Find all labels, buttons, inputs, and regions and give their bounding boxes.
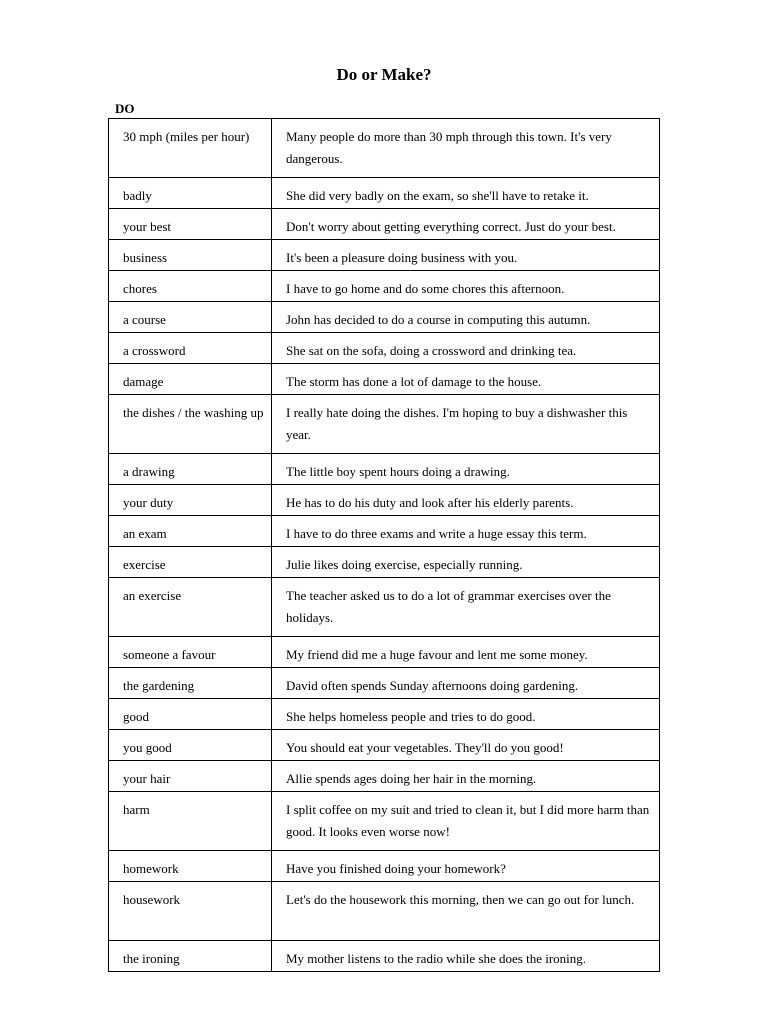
- example-cell: She sat on the sofa, doing a crossword and drinking tea.: [272, 333, 660, 364]
- example-cell: Allie spends ages doing her hair in the morning.: [272, 761, 660, 792]
- table-row: [109, 637, 660, 668]
- table-row: [109, 119, 660, 178]
- example-cell: Don't worry about getting everything correct. Just do your best.: [272, 209, 660, 240]
- phrase-cell: housework: [109, 882, 272, 941]
- page-title: Do or Make?: [336, 65, 432, 84]
- phrase-cell: 30 mph (miles per hour): [109, 119, 272, 178]
- example-cell: Julie likes doing exercise, especially running.: [272, 547, 660, 578]
- phrase-cell: the dishes / the washing up: [109, 395, 272, 454]
- table-row: [109, 454, 660, 485]
- phrase-cell: homework: [109, 851, 272, 882]
- phrase-cell: someone a favour: [109, 637, 272, 668]
- example-cell: I really hate doing the dishes. I'm hoping to buy a dishwasher this year.: [272, 395, 660, 454]
- phrase-cell: your hair: [109, 761, 272, 792]
- table-row: [109, 851, 660, 882]
- example-cell: I split coffee on my suit and tried to clean it, but I did more harm than good. It looks even worse now!: [272, 792, 660, 851]
- table-row: [109, 485, 660, 516]
- table-row: [109, 882, 660, 941]
- phrase-cell: exercise: [109, 547, 272, 578]
- phrase-cell: damage: [109, 364, 272, 395]
- phrase-cell: your duty: [109, 485, 272, 516]
- table-row: [109, 333, 660, 364]
- example-cell: David often spends Sunday afternoons doing gardening.: [272, 668, 660, 699]
- example-cell: You should eat your vegetables. They'll do you good!: [272, 730, 660, 761]
- example-cell: Have you finished doing your homework?: [272, 851, 660, 882]
- table-row: [109, 761, 660, 792]
- table-row: [109, 364, 660, 395]
- phrase-cell: you good: [109, 730, 272, 761]
- example-cell: Many people do more than 30 mph through this town. It's very dangerous.: [272, 119, 660, 178]
- table-row: [109, 271, 660, 302]
- table-row: [109, 792, 660, 851]
- table-row: [109, 699, 660, 730]
- phrase-cell: badly: [109, 178, 272, 209]
- phrase-cell: chores: [109, 271, 272, 302]
- example-cell: She did very badly on the exam, so she'll have to retake it.: [272, 178, 660, 209]
- table-row: [109, 178, 660, 209]
- table-row: [109, 240, 660, 271]
- table-row: [109, 668, 660, 699]
- table-row: [109, 730, 660, 761]
- example-cell: She helps homeless people and tries to do good.: [272, 699, 660, 730]
- example-cell: I have to go home and do some chores this afternoon.: [272, 271, 660, 302]
- vocabulary-table: [108, 118, 660, 972]
- phrase-cell: your best: [109, 209, 272, 240]
- example-cell: It's been a pleasure doing business with you.: [272, 240, 660, 271]
- phrase-cell: business: [109, 240, 272, 271]
- table-row: [109, 941, 660, 972]
- example-cell: Let's do the housework this morning, then we can go out for lunch.: [272, 882, 660, 941]
- example-cell: I have to do three exams and write a huge essay this term.: [272, 516, 660, 547]
- table-row: [109, 578, 660, 637]
- table-row: [109, 516, 660, 547]
- phrase-cell: an exercise: [109, 578, 272, 637]
- phrase-cell: harm: [109, 792, 272, 851]
- example-cell: The storm has done a lot of damage to the house.: [272, 364, 660, 395]
- table-row: [109, 209, 660, 240]
- section-label-do: DO: [115, 101, 135, 116]
- example-cell: The little boy spent hours doing a drawing.: [272, 454, 660, 485]
- example-cell: He has to do his duty and look after his elderly parents.: [272, 485, 660, 516]
- phrase-cell: a course: [109, 302, 272, 333]
- example-cell: My mother listens to the radio while she does the ironing.: [272, 941, 660, 972]
- example-cell: John has decided to do a course in computing this autumn.: [272, 302, 660, 333]
- phrase-cell: a drawing: [109, 454, 272, 485]
- table-row: [109, 395, 660, 454]
- table-row: [109, 302, 660, 333]
- phrase-cell: an exam: [109, 516, 272, 547]
- phrase-cell: the ironing: [109, 941, 272, 972]
- phrase-cell: a crossword: [109, 333, 272, 364]
- table-row: [109, 547, 660, 578]
- example-cell: My friend did me a huge favour and lent me some money.: [272, 637, 660, 668]
- example-cell: The teacher asked us to do a lot of grammar exercises over the holidays.: [272, 578, 660, 637]
- phrase-cell: the gardening: [109, 668, 272, 699]
- phrase-cell: good: [109, 699, 272, 730]
